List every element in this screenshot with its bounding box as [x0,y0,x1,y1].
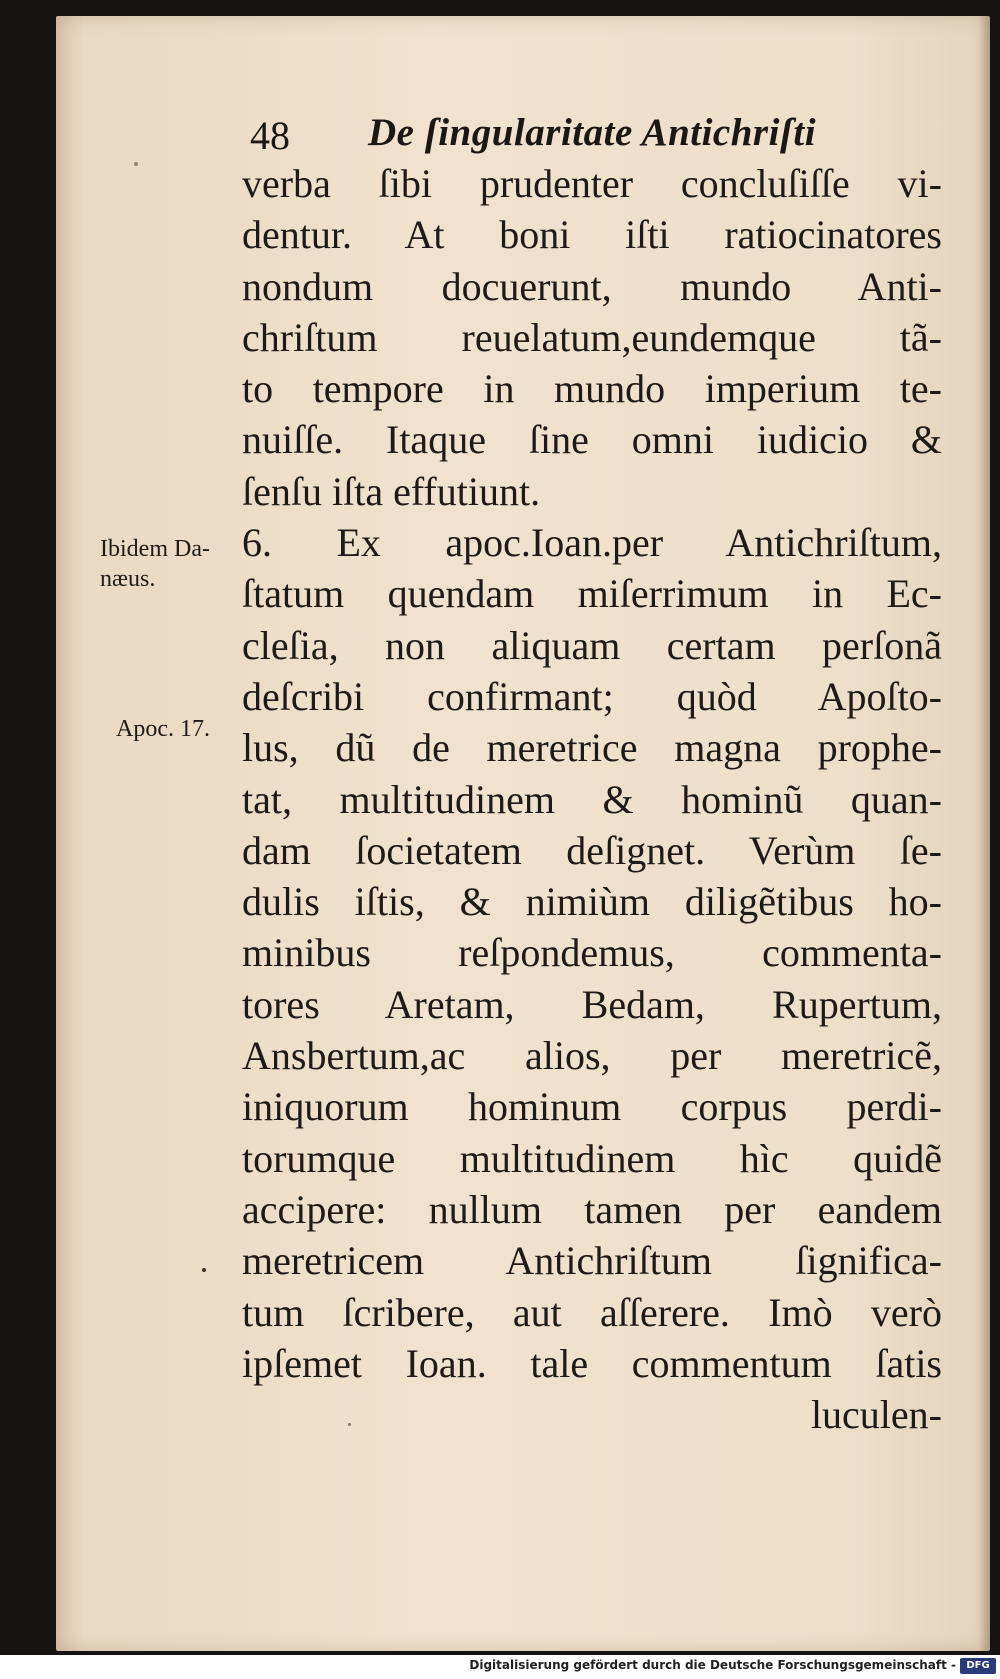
text-line: chriſtum reuelatum,eundemque tã- [242,314,942,360]
text-line: ipſemet Ioan. tale commentum ſatis [242,1340,942,1386]
text-line: tat, multitudinem & hominũ quan- [242,776,942,822]
text-line: tores Aretam, Bedam, Rupertum, [242,981,942,1027]
text-line: meretricem Antichriſtum ſignifica- [242,1238,942,1284]
book-page [56,16,990,1651]
ink-speck [348,1423,351,1426]
text-line: Ansbertum,ac alios, per meretricẽ, [242,1033,942,1079]
text-line: torumque multitudinem hìc quidẽ [242,1135,942,1181]
running-head [56,94,990,158]
marginal-note-line: Ibidem Da- [100,536,210,562]
text-line: deſcribi confirmant; quòd Apoſto- [242,673,942,719]
marginal-note-line: næus. [100,566,156,592]
text-line: dam ſocietatem deſignet. Verùm ſe- [242,827,942,873]
running-title: De ſingularitate Antichriſti [368,111,817,154]
dfg-logo-icon: DFG [960,1658,996,1674]
text-line: nuiſſe. Itaque ſine omni iudicio & [242,417,942,463]
text-line: lus, dũ de meretrice magna prophe- [242,725,942,771]
text-line: accipere: nullum tamen per eandem [242,1186,942,1232]
text-line: to tempore in mundo imperium te- [242,366,942,412]
marginal-note [116,714,210,744]
text-line: iniquorum hominum corpus perdi- [242,1084,942,1130]
text-line: dentur. At boni iſti ratiocinatores [242,212,942,258]
text-line: tum ſcribere, aut aſſerere. Imò verò [242,1289,942,1335]
text-line: cleſia, non aliquam certam perſonã [242,622,942,668]
text-line: dulis iſtis, & nimiùm diligẽtibus ho- [242,879,942,925]
catchword: luculen- [810,1392,942,1438]
page-number: 48 [250,113,290,158]
ink-speck [202,1268,206,1272]
funding-credit: Digitalisierung gefördert durch die Deutsche Forschungsgemeinschaft - [469,1658,956,1672]
text-line: ſtatum quendam miſerrimum in Ec- [242,571,942,617]
marginal-note [100,534,210,594]
text-line: 6. Ex apoc.Ioan.per Antichriſtum, [242,520,942,566]
text-line: verba ſibi prudenter concluſiſſe vi- [242,161,942,206]
text-line: ſenſu iſta effutiunt. [242,468,541,514]
footer-bar [0,1655,1000,1679]
text-line: minibus reſpondemus, commenta- [242,930,942,976]
page-edge-shadow [978,16,990,1651]
text-line: nondum docuerunt, mundo Anti- [242,263,942,309]
marginal-note-line: Apoc. 17. [116,716,210,742]
body-text [242,158,942,1440]
ink-speck [134,162,138,166]
